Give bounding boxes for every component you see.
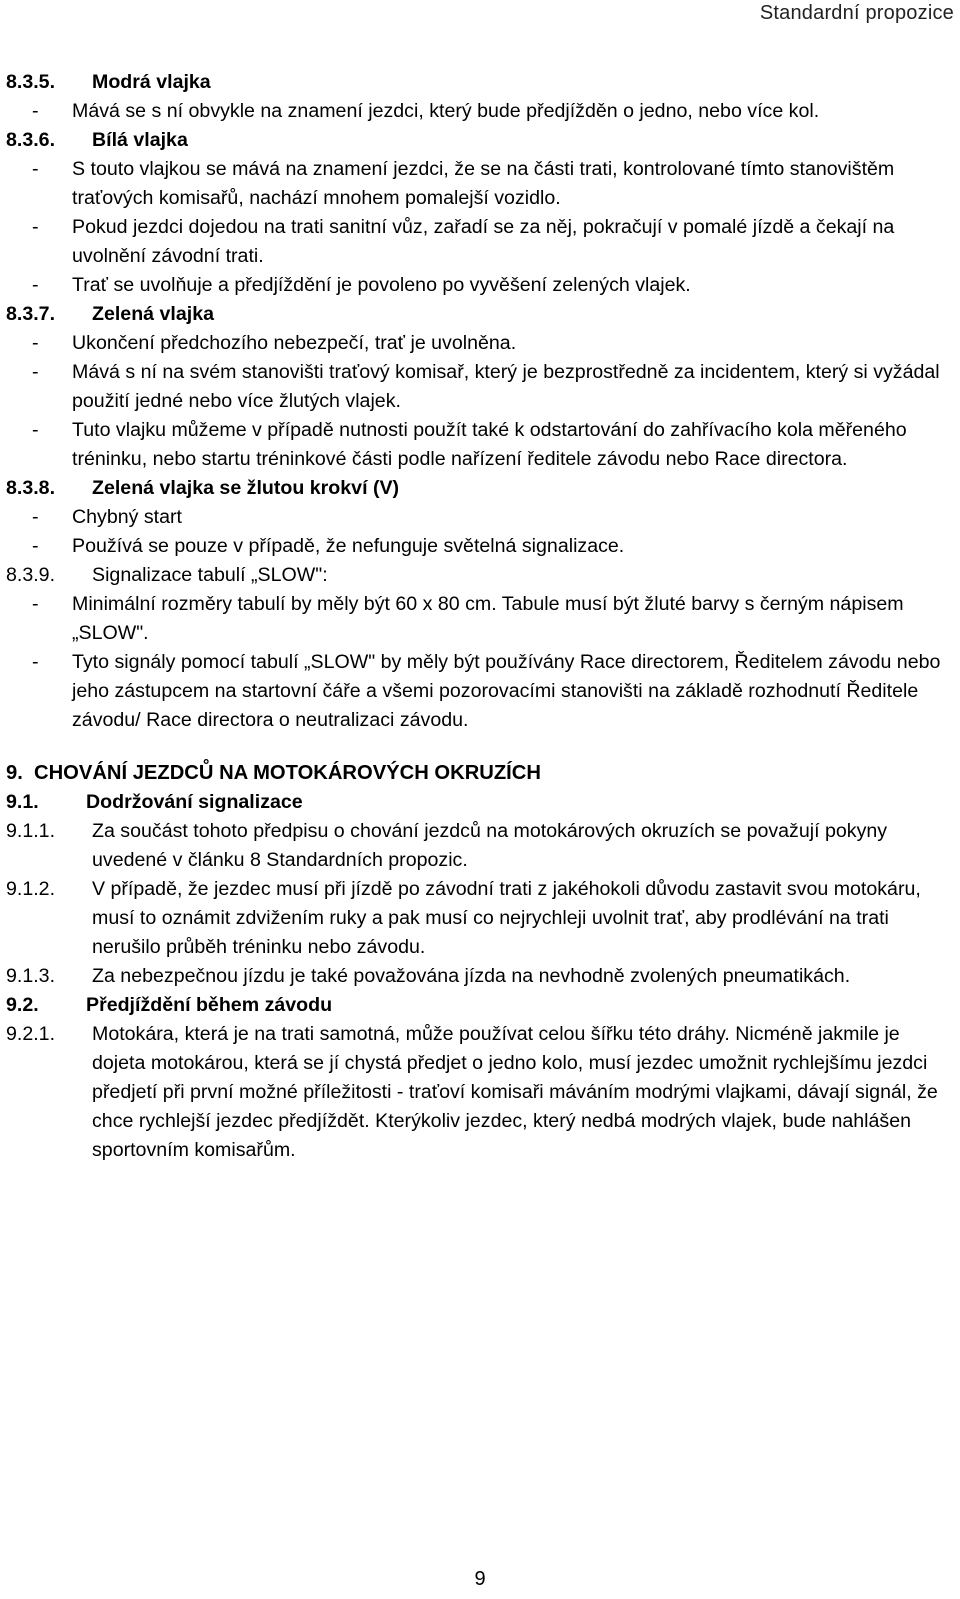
list-item-text: Mává s ní na svém stanovišti traťový komisař, který je bezprostředně za incidentem, který si vyžádal použití jedné nebo více žlutých vlajek.	[72, 361, 940, 412]
chapter-heading	[6, 759, 956, 788]
document-body	[6, 68, 956, 1165]
paragraph	[6, 962, 956, 991]
list-item-text: Ukončení předchozího nebezpečí, trať je uvolněna.	[72, 332, 517, 354]
list-item-text: Tuto vlajku můžeme v případě nutnosti použít také k odstartování do zahřívacího kola měřeného tréninku, nebo startu tréninkové části podle nařízení ředitele závodu nebo Race directora.	[72, 419, 907, 470]
section-title: Zelená vlajka se žlutou krokví (V)	[92, 477, 400, 499]
section-heading	[6, 126, 956, 155]
chapter-title: CHOVÁNÍ JEZDCŮ NA MOTOKÁROVÝCH OKRUZÍCH	[34, 762, 541, 784]
subsection-number: 9.1.	[6, 791, 39, 813]
section-number: 8.3.6.	[6, 129, 56, 151]
list-item-text: Mává se s ní obvykle na znamení jezdci, který bude předjížděn o jedno, nebo více kol.	[72, 100, 820, 122]
paragraph-text: V případě, že jezdec musí při jízdě po závodní trati z jakéhokoli důvodu zastavit svou motokáru, musí to oznámit zdvižením ruky a pak musí co nejrychleji uvolnit trať, aby prodlévání na trati nerušilo průběh tréninku nebo závodu.	[92, 878, 921, 958]
section-heading	[6, 68, 956, 97]
subsection-heading	[6, 991, 956, 1020]
list-item-text: Minimální rozměry tabulí by měly být 60 x 80 cm. Tabule musí být žluté barvy s černým nápisem „SLOW".	[72, 593, 904, 644]
dash-bullet: -	[32, 535, 39, 557]
dash-bullet: -	[32, 274, 39, 296]
section-heading	[6, 474, 956, 503]
list-item	[6, 590, 956, 648]
section-title: Signalizace tabulí „SLOW":	[92, 564, 328, 586]
paragraph	[6, 875, 956, 962]
dash-bullet: -	[32, 593, 39, 615]
paragraph-number: 9.1.2.	[6, 878, 56, 900]
section-number: 8.3.9.	[6, 564, 56, 586]
list-item	[6, 155, 956, 213]
paragraph-number: 9.2.1.	[6, 1023, 56, 1045]
page-header-title: Standardní propozice	[759, 2, 954, 24]
list-item	[6, 532, 956, 561]
list-item-text: Tyto signály pomocí tabulí „SLOW" by měly být používány Race directorem, Ředitelem závodu nebo jeho zástupcem na startovní čáře a všemi pozorovacími stanovišti na základě rozhodnutí Ředitele závodu/ Race directora o neutralizaci závodu.	[72, 651, 941, 731]
page-number: 9	[474, 1568, 486, 1590]
list-item	[6, 503, 956, 532]
list-item	[6, 358, 956, 416]
paragraph-text: Za nebezpečnou jízdu je také považována jízda na nevhodně zvolených pneumatikách.	[92, 965, 851, 987]
paragraph	[6, 1020, 956, 1165]
chapter-number: 9.	[6, 762, 23, 784]
section-title: Modrá vlajka	[92, 71, 211, 93]
subsection-title: Předjíždění během závodu	[86, 994, 333, 1016]
dash-bullet: -	[32, 216, 39, 238]
dash-bullet: -	[32, 506, 39, 528]
section-number: 8.3.8.	[6, 477, 56, 499]
dash-bullet: -	[32, 100, 39, 122]
subsection-title: Dodržování signalizace	[86, 791, 303, 813]
subsection-heading	[6, 788, 956, 817]
list-item-text: S touto vlajkou se mává na znamení jezdci, že se na části trati, kontrolované tímto stanovištěm traťových komisařů, nachází mnohem pomalejší vozidlo.	[72, 158, 895, 209]
list-item	[6, 416, 956, 474]
list-item-text: Pokud jezdci dojedou na trati sanitní vůz, zařadí se za něj, pokračují v pomalé jízdě a čekají na uvolnění závodní trati.	[72, 216, 895, 267]
list-item-text: Chybný start	[72, 506, 182, 528]
list-item	[6, 329, 956, 358]
list-item-text: Trať se uvolňuje a předjíždění je povoleno po vyvěšení zelených vlajek.	[72, 274, 691, 296]
dash-bullet: -	[32, 419, 39, 441]
list-item	[6, 648, 956, 735]
paragraph-number: 9.1.1.	[6, 820, 56, 842]
list-item	[6, 213, 956, 271]
dash-bullet: -	[32, 651, 39, 673]
dash-bullet: -	[32, 361, 39, 383]
list-item	[6, 97, 956, 126]
subsection-number: 9.2.	[6, 994, 39, 1016]
section-title: Zelená vlajka	[92, 303, 214, 325]
dash-bullet: -	[32, 332, 39, 354]
list-item-text: Používá se pouze v případě, že nefunguje světelná signalizace.	[72, 535, 625, 557]
dash-bullet: -	[32, 158, 39, 180]
paragraph	[6, 817, 956, 875]
section-heading	[6, 300, 956, 329]
paragraph-text: Za součást tohoto předpisu o chování jezdců na motokárových okruzích se považují pokyny uvedené v článku 8 Standardních propozic.	[92, 820, 888, 871]
paragraph-number: 9.1.3.	[6, 965, 56, 987]
paragraph-text: Motokára, která je na trati samotná, může používat celou šířku této dráhy. Nicméně jakmile je dojeta motokárou, která se jí chystá předjet o jedno kolo, musí jezdec umožnit rychlejšímu jezdci předjetí při první možné příležitosti - traťoví komisaři máváním modrými vlajkami, dávají signál, že chce rychlejší jezdec předjíždět. Kterýkoliv jezdec, který nedbá modrých vlajek, bude nahlášen sportovním komisařům.	[92, 1023, 938, 1161]
section-title: Bílá vlajka	[92, 129, 188, 151]
section-heading	[6, 561, 956, 590]
section-number: 8.3.7.	[6, 303, 56, 325]
section-number: 8.3.5.	[6, 71, 56, 93]
list-item	[6, 271, 956, 300]
